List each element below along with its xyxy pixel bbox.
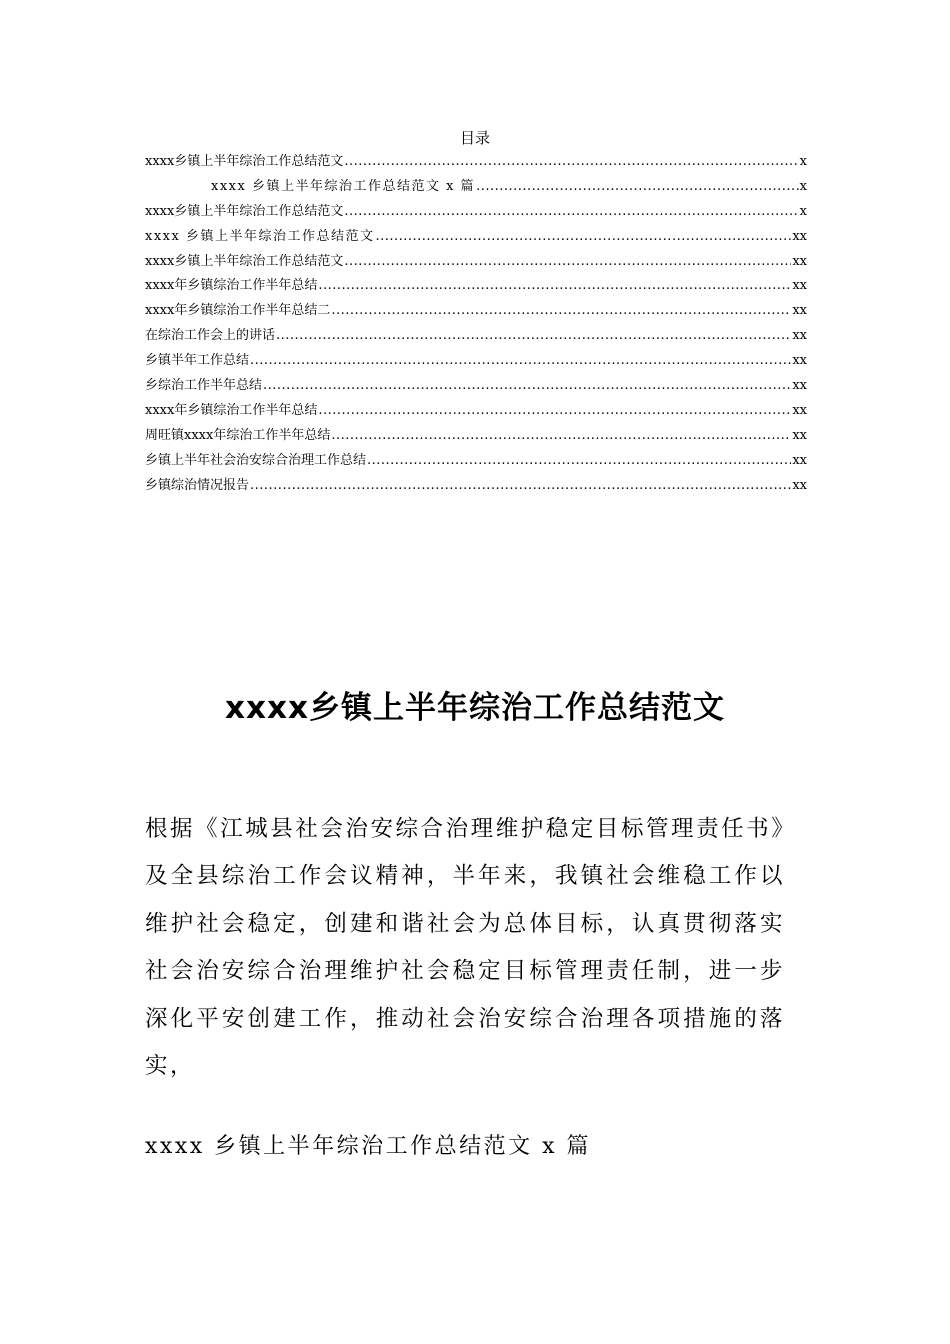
toc-leader-dots [250,349,791,374]
toc-entry-page: xx [792,328,807,344]
section-subheading: xxxx 乡镇上半年综治工作总结范文 x 篇 [145,1134,592,1159]
toc-entry[interactable] [145,225,807,250]
toc-leader-dots [331,299,791,324]
toc-entry-page: xx [792,452,807,468]
toc-leader-dots [375,225,791,250]
toc-entry-text: xxxx年乡镇综治工作半年总结二 [145,303,331,319]
toc-entry-text: 乡综治工作半年总结 [145,378,263,394]
toc-leader-dots [263,374,791,399]
toc-entry-page: xx [792,353,807,369]
toc-entry[interactable] [145,449,807,474]
toc-entry-text: 周旺镇xxxx年综治工作半年总结 [145,427,331,443]
toc-entry[interactable] [145,175,807,200]
toc-entry[interactable] [145,324,807,349]
toc-leader-dots [367,449,791,474]
toc-entry-page: xx [792,253,807,269]
toc-entry-text: 乡镇综治情况报告 [145,477,250,493]
toc-entry-page: xx [792,228,807,244]
toc-entry-page: xx [792,427,807,443]
toc-entry-text: xxxx乡镇上半年综治工作总结范文 [145,253,344,269]
toc-entry[interactable] [145,399,807,424]
toc-entry-text: xxxx 乡镇上半年综治工作总结范文 [145,228,375,244]
toc-leader-dots [344,250,791,275]
toc-entry[interactable] [145,200,807,225]
toc-entry-page: x [799,203,807,219]
toc-entry-text: xxxx年乡镇综治工作半年总结 [145,278,318,294]
toc-entry-text: xxxx乡镇上半年综治工作总结范文 [145,203,344,219]
toc-entry[interactable] [145,424,807,449]
toc-title: 目录 [459,129,490,147]
toc-entry-page: xx [792,402,807,418]
toc-leader-dots [318,399,791,424]
toc-leader-dots [331,424,791,449]
toc-entry-page: x [799,154,807,169]
toc-entry-text: 在综治工作会上的讲话 [145,328,276,344]
toc-leader-dots [250,474,791,499]
toc-entry-page: xx [792,278,807,294]
toc-leader-dots [344,150,798,175]
toc-leader-dots [318,274,791,299]
toc-entry[interactable] [145,474,807,499]
toc-entry[interactable] [145,250,807,275]
body-paragraph: 根据《江城县社会治安综合治理维护稳定目标管理责任书》及全县综治工作会议精神，半年来，我镇社会维稳工作以维护社会稳定，创建和谐社会为总体目标，认真贯彻落实社会治安综合治理维护社会稳定目标管理责任制，进一步深化平安创建工作，推动社会治安综合治理各项措施的落实， [145,816,785,1080]
toc-entry-text: xxxx年乡镇综治工作半年总结 [145,402,318,418]
toc-entry[interactable] [145,150,807,175]
toc-entry-page: xx [792,477,807,493]
toc-entry-page: x [799,178,807,194]
toc-entry[interactable] [145,374,807,399]
toc-entry[interactable] [145,349,807,374]
toc-entry[interactable] [145,274,807,299]
toc-entry[interactable] [145,299,807,324]
document-title: xxxx乡镇上半年综治工作总结范文 [225,689,725,726]
toc-entry-text: xxxx乡镇上半年综治工作总结范文 [145,154,344,169]
toc-entry-page: xx [792,378,807,394]
toc-leader-dots [344,200,798,225]
toc-entry-text: 乡镇上半年社会治安综合治理工作总结 [145,452,367,468]
toc-entry-text: 乡镇半年工作总结 [145,353,250,369]
toc-leader-dots [276,324,791,349]
toc-entry-text: xxxx 乡镇上半年综治工作总结范文 x 篇 [211,178,476,194]
table-of-contents [145,150,807,498]
toc-leader-dots [476,175,799,200]
toc-entry-page: xx [792,303,807,319]
